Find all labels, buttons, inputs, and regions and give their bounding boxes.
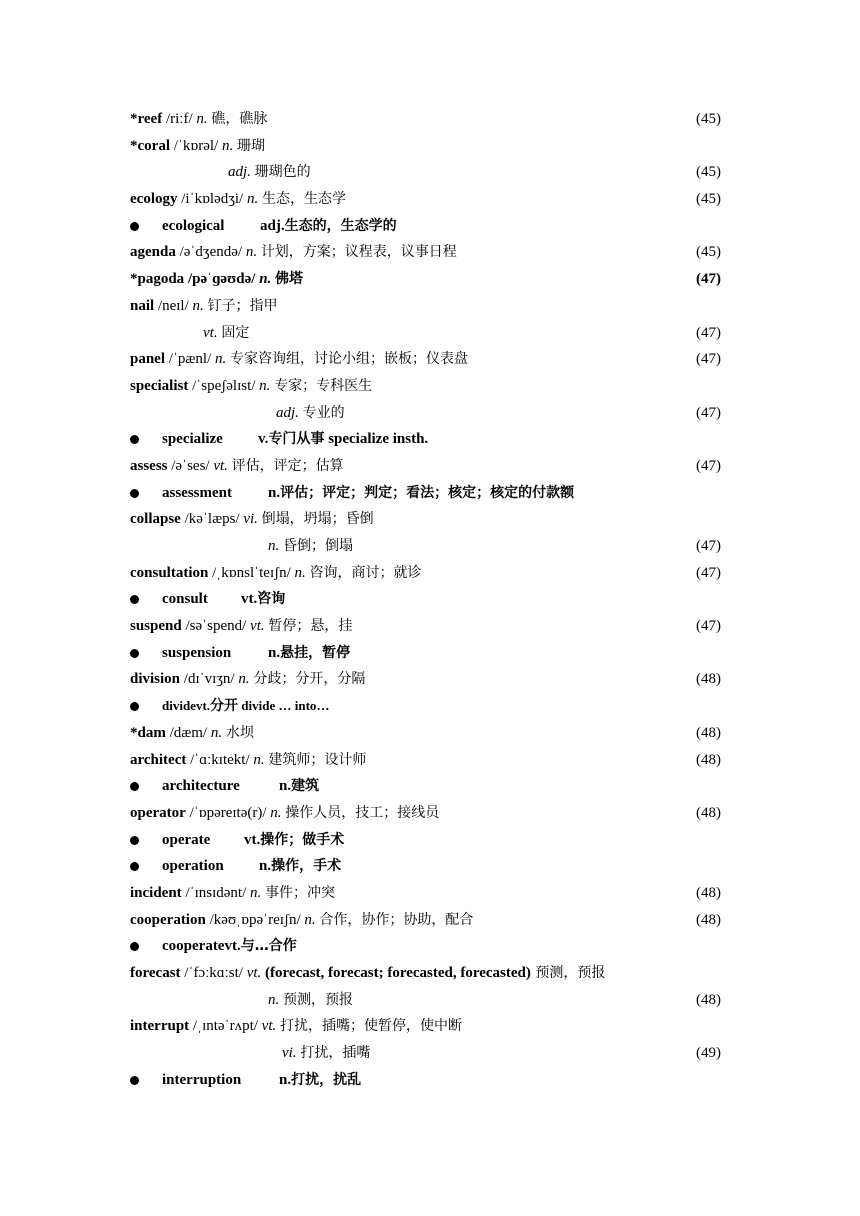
headword: division [130,671,181,688]
headword: suspend [130,618,182,635]
entry-line [0,373,860,400]
entry-line [0,239,860,266]
entry-line [0,640,860,667]
meaning: 计划，方案；议程表，议事日程 [260,244,457,261]
derived-text: 分开 [210,698,239,715]
derived-text: 与…合作 [240,938,297,955]
derived-word: interruption [162,1071,242,1088]
part-of-speech: n. [246,191,259,208]
bullet-icon [130,782,139,791]
entry-line [0,480,860,507]
phonetic: /kəˈlæps/ [184,511,240,528]
derived-word: specialize [162,431,223,448]
derived-text: 操作，手术 [271,858,342,875]
page-reference: (48) [696,804,721,821]
headword: *pagoda [130,271,185,288]
meaning: 评估，评定；估算 [231,457,344,474]
phonetic: /əˈdʒendə/ [179,244,243,261]
entry-main [130,239,457,266]
meaning: 佛塔 [275,271,304,288]
page-reference: (45) [696,244,721,261]
derived-word: architecture [162,778,240,795]
headword: *dam [130,724,166,741]
phonetic: /ˈfɔːkɑːst/ [184,965,243,981]
phonetic: /dɪˈvɪʒn/ [183,671,235,688]
part-of-speech: n. [259,271,272,288]
entry-continuation [228,159,311,186]
phonetic: /ˈspeʃəlɪst/ [192,377,256,394]
page-reference: (47) [696,351,721,368]
bullet-icon [130,489,139,498]
part-of-speech: n. [196,111,208,127]
page-reference: (47) [696,271,721,288]
derived-meaning: adj.生态的，生态学的 [260,217,397,234]
entry-line [0,586,860,613]
phonetic: /kəʊˌɒpəˈreɪʃn/ [209,911,301,928]
phonetic: /iˈkɒlədʒi/ [181,191,244,208]
bullet-icon [130,942,139,951]
entry-main [130,506,374,533]
derived-word: operate [162,831,211,848]
meaning: 打扰，插嘴 [300,1045,371,1062]
meaning: 咨询，商讨；就诊 [309,564,422,581]
entry-main [130,373,372,400]
entry-line [0,1067,860,1094]
derived-text: 悬挂，暂停 [280,644,351,661]
derived-word: operation [162,858,224,875]
derived-text: 咨询 [257,591,286,608]
page-reference: (48) [696,751,721,768]
vocabulary-list [0,106,860,1093]
entry-line [0,853,860,880]
part-of-speech: n. [304,911,316,928]
headword: agenda [130,244,176,261]
derived-meaning: n.操作，手术 [259,858,342,875]
entry-line [0,346,860,373]
headword: incident [130,884,182,901]
page-reference: (47) [696,324,721,341]
meaning: 事件；冲突 [265,884,336,901]
part-of-speech: n. [268,991,280,1008]
part-of-speech: n. [270,804,282,821]
entry-main [130,747,366,774]
part-of-speech: vt. [250,618,265,635]
entry-main [130,666,365,693]
entry-line [0,213,860,240]
page-reference: (48) [696,991,721,1008]
entry-continuation [276,400,345,427]
entry-main [130,560,422,587]
page-reference: (48) [696,724,721,741]
entry-main [130,613,352,640]
bullet-icon [130,1076,139,1085]
meaning: 暂停；悬，挂 [268,618,353,635]
meaning: 礁，礁脉 [211,111,268,127]
entry-line [0,613,860,640]
meaning: 分歧；分开，分隔 [253,671,366,688]
headword: *coral [130,137,170,154]
headword: architect [130,751,187,768]
phonetic: /ˈɑːkɪtekt/ [190,751,250,768]
entry-line [0,159,860,186]
entry-line [0,293,860,320]
page-reference: (48) [696,884,721,901]
phonetic: /dæm/ [169,724,208,741]
derived-meaning: n.打扰，扰乱 [279,1071,362,1088]
derived-word: ecological [162,217,225,234]
entry-line [0,560,860,587]
headword: nail [130,297,155,314]
bullet-icon [130,702,139,711]
entry-main [130,346,468,373]
headword: cooperation [130,911,206,928]
entry-line [0,987,860,1014]
headword: specialist [130,377,189,394]
entry-line [0,320,860,347]
bullet-icon [130,595,139,604]
meaning: 预测，预报 [283,991,353,1008]
meaning: 生态，生态学 [261,191,346,208]
entry-main [130,106,267,133]
phonetic: /ˈɪnsɪdənt/ [185,884,247,901]
entry-main [130,266,303,293]
part-of-speech: vt. [213,457,228,474]
part-of-speech: n. [215,351,227,368]
derived-word: dividevt.分开 divide … into… [162,698,330,715]
derived-meaning: vt.咨询 [241,591,286,608]
phonetic: /ˈɒpəreɪtə(r)/ [189,804,267,821]
phonetic: /riːf/ [165,111,193,127]
meaning: 专业的 [302,404,345,421]
entry-line [0,453,860,480]
part-of-speech: vt. [261,1018,277,1035]
entry-main [130,880,335,907]
phonetic: /ˌkɒnslˈteɪʃn/ [212,564,291,581]
derived-meaning: n.悬挂，暂停 [268,644,351,661]
page-reference: (45) [696,164,721,181]
derived-text: 生态的，生态学的 [284,217,397,234]
meaning: 珊瑚色的 [254,164,311,181]
part-of-speech: n. [210,724,223,741]
meaning: 建筑师；设计师 [268,751,367,768]
derived-text: 建筑 [291,778,320,795]
entry-line [0,773,860,800]
phonetic: /ˌɪntəˈrʌpt/ [192,1018,258,1035]
part-of-speech: n. [238,671,250,688]
derived-text: 打扰，扰乱 [291,1071,362,1088]
entry-main [130,800,439,827]
meaning: 水坝 [225,724,254,741]
part-of-speech: vt. [203,324,218,341]
entry-main [130,133,265,160]
page-reference: (48) [696,671,721,688]
meaning: 专家；专科医生 [274,377,373,394]
word-forms: (forecast, forecast; forecasted, forecasted) [265,965,531,981]
page-reference: (45) [696,111,721,127]
part-of-speech: n. [192,297,204,314]
meaning: 预测，预报 [530,965,606,981]
part-of-speech: n. [268,538,280,554]
entry-continuation [282,1040,370,1067]
entry-line [0,720,860,747]
derived-word: suspension [162,644,232,661]
headword: operator [130,804,186,821]
headword: assess [130,457,168,474]
headword: ecology [130,191,178,208]
part-of-speech: n. [245,244,258,261]
entry-main [130,453,344,480]
entry-continuation [268,533,353,560]
phonetic: /ˈpænl/ [168,351,212,368]
derived-text: 操作；做手术 [260,831,345,848]
entry-main [130,1013,462,1040]
entry-line [0,533,860,560]
entry-line [0,747,860,774]
page-reference: (47) [696,457,721,474]
part-of-speech: adj. [276,404,299,421]
bullet-icon [130,836,139,845]
meaning: 钉子；指甲 [207,297,278,314]
entry-line [0,400,860,427]
phonetic: /ˈkɒrəl/ [173,137,219,154]
entry-main [130,293,278,320]
page-reference: (47) [696,538,721,554]
entry-main [130,186,346,213]
entry-line [0,666,860,693]
entry-line [0,907,860,934]
phonetic: /pəˈɡəʊdə/ [187,271,256,288]
entry-line [0,186,860,213]
meaning: 操作人员，技工；接线员 [285,804,440,821]
meaning: 昏倒；倒塌 [283,538,353,554]
entry-line [0,426,860,453]
part-of-speech: n. [221,137,234,154]
entry-line [0,1040,860,1067]
derived-word: assessment [162,484,232,501]
meaning: 固定 [221,324,250,341]
bullet-icon [130,222,139,231]
derived-word: cooperatevt.与…合作 [162,938,297,955]
entry-line [0,933,860,960]
meaning: 专家咨询组，讨论小组；嵌板；仪表盘 [230,351,469,368]
entry-line [0,827,860,854]
entry-main [130,907,473,934]
entry-continuation [268,987,353,1014]
page-reference: (49) [696,1045,721,1062]
entry-line [0,106,860,133]
headword: interrupt [130,1018,190,1035]
part-of-speech: vt. [246,965,262,981]
entry-line [0,506,860,533]
phonetic: /neɪl/ [157,297,189,314]
derived-meaning: v.专门从事 specialize insth. [258,431,429,448]
bullet-icon [130,862,139,871]
bullet-icon [130,649,139,658]
part-of-speech: n. [294,564,306,581]
entry-line [0,133,860,160]
entry-continuation [203,320,249,347]
bullet-icon [130,435,139,444]
headword: panel [130,351,166,368]
part-of-speech: n. [250,884,262,901]
phonetic: /səˈspend/ [185,618,247,635]
phonetic: /əˈses/ [171,457,210,474]
headword: consultation [130,564,209,581]
meaning: 珊瑚 [236,137,265,154]
entry-main [130,720,254,747]
part-of-speech: n. [253,751,265,768]
entry-line [0,800,860,827]
meaning: 倒塌，坍塌；昏倒 [261,511,374,528]
part-of-speech: vi. [243,511,258,528]
derived-text: 专门从事 [268,431,325,448]
meaning: 打扰，插嘴；使暂停，使中断 [279,1018,462,1035]
part-of-speech: adj. [228,164,251,181]
page-reference: (47) [696,564,721,581]
part-of-speech: vi. [282,1045,297,1062]
derived-meaning: n.建筑 [279,778,320,795]
headword: *reef [130,111,163,127]
entry-line [0,1013,860,1040]
page-reference: (45) [696,191,721,208]
headword: collapse [130,511,181,528]
page-reference: (48) [696,911,721,928]
entry-line [0,693,860,720]
page-reference: (47) [696,404,721,421]
derived-meaning: n.评估；评定；判定；看法；核定；核定的付款额 [268,484,575,501]
derived-text: 评估；评定；判定；看法；核定；核定的付款额 [280,484,575,501]
page-reference: (47) [696,618,721,635]
derived-word: consult [162,591,208,608]
entry-line [0,266,860,293]
derived-meaning: vt.操作；做手术 [244,831,345,848]
entry-line [0,880,860,907]
meaning: 合作，协作；协助，配合 [319,911,474,928]
entry-line [0,960,860,987]
entry-main [130,960,605,987]
part-of-speech: n. [259,377,271,394]
headword: forecast [130,965,181,981]
